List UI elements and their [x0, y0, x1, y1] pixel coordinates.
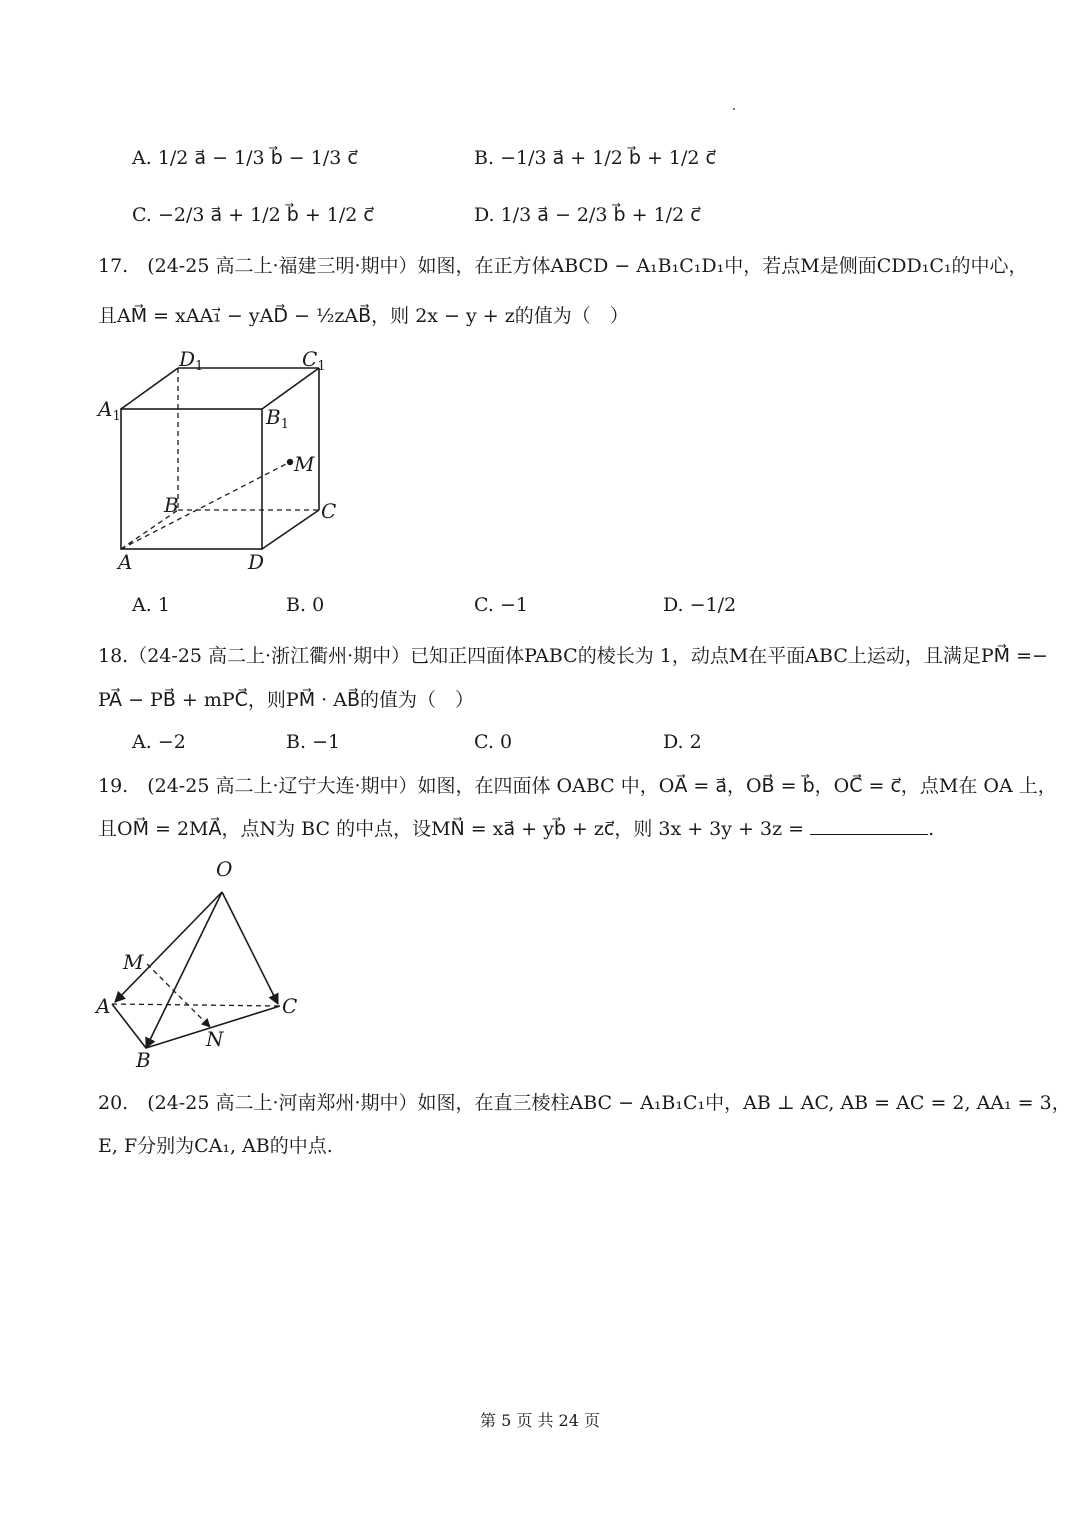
edge-b1-c1 [262, 368, 319, 409]
point-m [287, 459, 293, 465]
label-m: M [294, 452, 315, 476]
vector-mn [147, 964, 210, 1027]
edge-ab [112, 1004, 146, 1048]
label-m: M [123, 950, 144, 974]
q18-option-d: D. 2 [663, 731, 702, 753]
label-d1: $D_1$ [179, 347, 204, 374]
q18-option-b: B. −1 [286, 731, 341, 753]
q19-tetrahedron-figure [90, 852, 320, 1074]
q20-stem-line2: E, F分别为CA₁, AB的中点. [98, 1135, 333, 1157]
label-c1: $C_1$ [302, 347, 326, 374]
edge-a1-d1 [121, 368, 178, 409]
label-c: C [282, 994, 298, 1018]
label-a1: $A_1$ [98, 397, 121, 424]
q16-option-d: D. 1/3 a⃗ − 2/3 b⃗ + 1/2 c⃗ [474, 204, 701, 226]
q16-option-a: A. 1/2 a⃗ − 1/3 b⃗ − 1/3 c⃗ [132, 147, 358, 169]
q18-stem-line2: PA⃗ − PB⃗ + mPC⃗，则PM⃗ · AB⃗的值为（ ） [98, 689, 474, 711]
label-o: O [216, 857, 233, 881]
label-a: A [118, 550, 133, 574]
label-d: D [248, 550, 265, 574]
q18-stem-line1: 18.（24-25 高二上·浙江衢州·期中）已知正四面体PABC的棱长为 1，动点M在平面ABC上运动，且满足PM⃗ =− [98, 645, 1048, 667]
q19-stem-line1: 19. (24-25 高二上·辽宁大连·期中）如图，在四面体 OABC 中，OA⃗ = a⃗，OB⃗ = b⃗，OC⃗ = c⃗，点M在 OA 上， [98, 775, 1057, 797]
q17-stem-line1: 17. (24-25 高二上·福建三明·期中）如图，在正方体ABCD − A₁B₁C₁D₁中，若点M是侧面CDD₁C₁的中心， [98, 255, 1028, 277]
label-a: A [96, 994, 111, 1018]
q20-stem-line1: 20. (24-25 高二上·河南郑州·期中）如图，在直三棱柱ABC − A₁B₁C₁中，AB ⊥ AC, AB = AC = 2, AA₁ = 3， [98, 1092, 1071, 1114]
q17-cube-figure [90, 340, 390, 580]
q17-option-a: A. 1 [132, 594, 170, 616]
hidden-segment-am [121, 462, 290, 549]
edge-d-c [262, 510, 319, 549]
cube-front-face [121, 409, 262, 549]
q18-option-c: C. 0 [474, 731, 513, 753]
label-c: C [321, 499, 337, 523]
q17-option-c: C. −1 [474, 594, 528, 616]
answer-blank [810, 816, 928, 835]
q16-option-c: C. −2/3 a⃗ + 1/2 b⃗ + 1/2 c⃗ [132, 204, 374, 226]
label-n: N [206, 1027, 224, 1051]
q17-option-b: B. 0 [286, 594, 325, 616]
page-footer: 第 5 页 共 24 页 [480, 1411, 600, 1430]
q18-option-a: A. −2 [132, 731, 186, 753]
q17-option-d: D. −1/2 [663, 594, 737, 616]
q17-stem-line2: 且AM⃗ = xAA₁⃗ − yAD⃗ − ½zAB⃗，则 2x − y + z的值为（ ） [98, 305, 629, 327]
label-b: B [164, 493, 179, 517]
q19-stem-line2: 且OM⃗ = 2MA⃗，点N为 BC 的中点，设MN⃗ = xa⃗ + yb⃗ + zc⃗，则 3x + 3y + 3z = . [98, 818, 935, 840]
q16-option-b: B. −1/3 a⃗ + 1/2 b⃗ + 1/2 c⃗ [474, 147, 716, 169]
vector-oc [222, 892, 278, 1004]
vector-ob [146, 892, 222, 1048]
label-b1: $B_1$ [266, 405, 289, 432]
hidden-edge-ac [112, 1004, 280, 1006]
speck [733, 108, 735, 110]
label-b: B [136, 1048, 151, 1072]
